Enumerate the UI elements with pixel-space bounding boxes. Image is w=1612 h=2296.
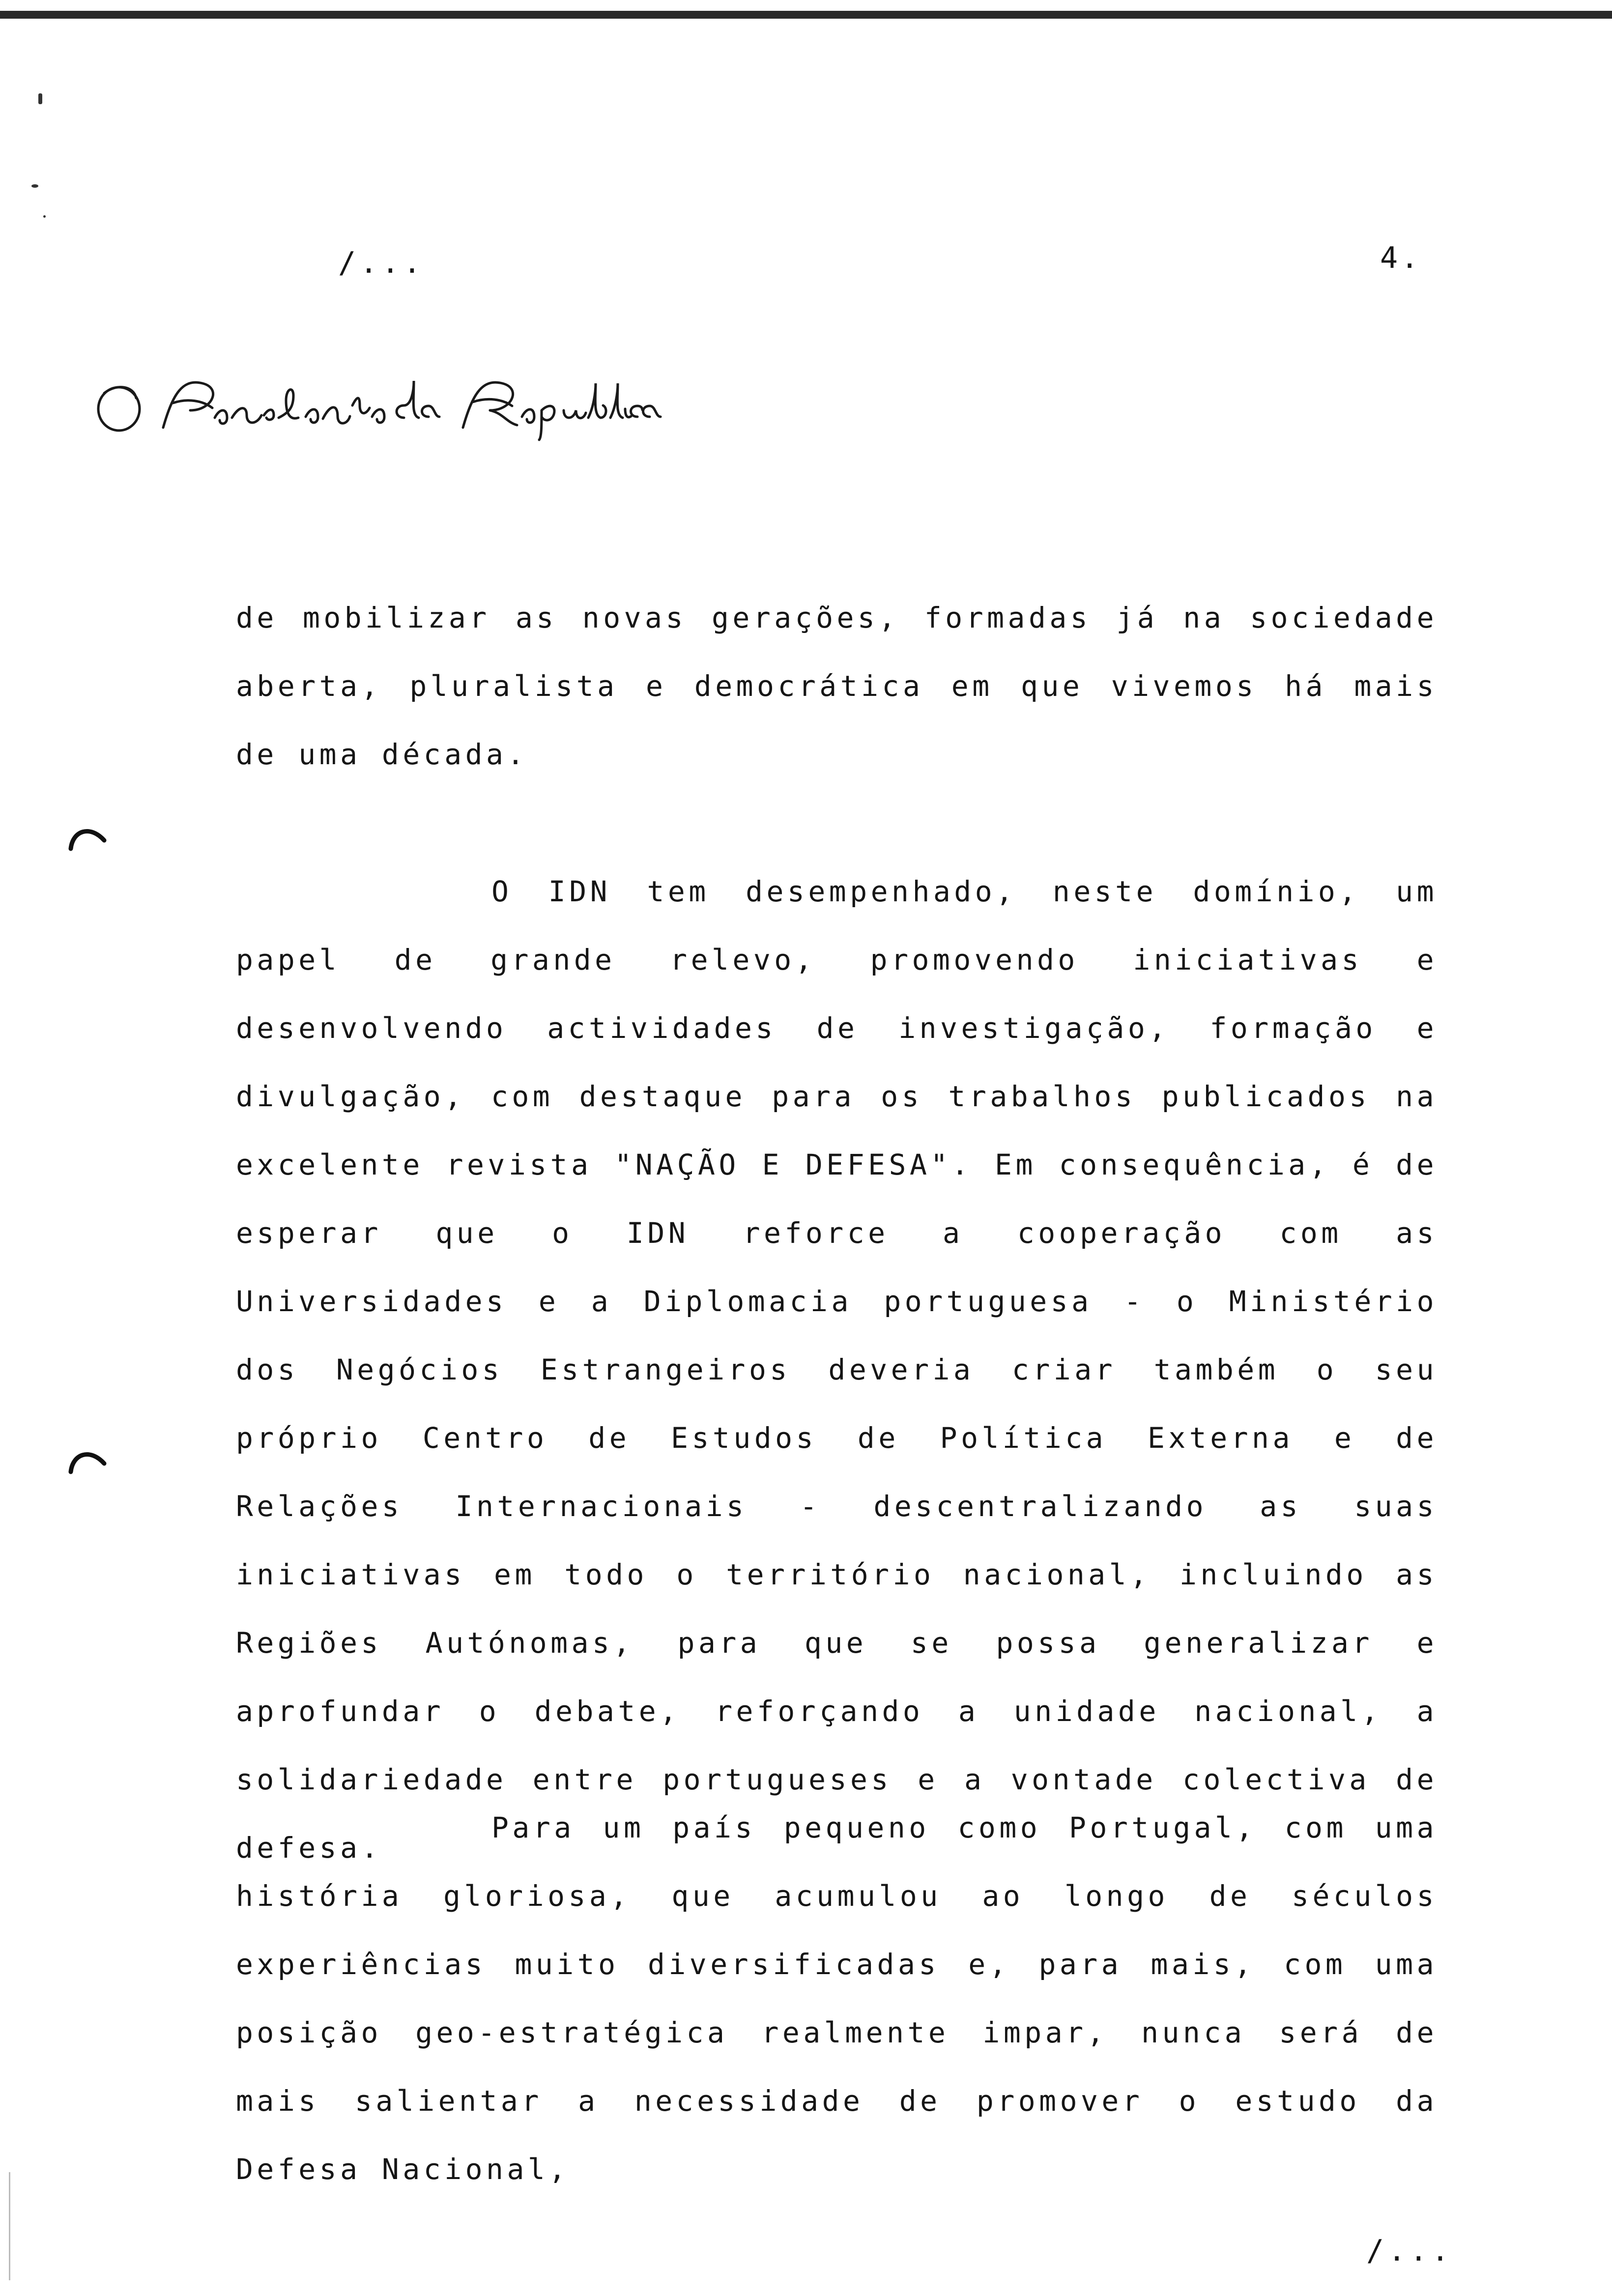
- scan-speck: [38, 93, 42, 104]
- scan-speck: [43, 215, 46, 218]
- paragraph-text: de mobilizar as novas gerações, formadas já na sociedade aberta, pluralista e democrática em que vivemos há mais de uma década.: [236, 601, 1438, 771]
- continuation-mark-top: /...: [338, 246, 425, 280]
- margin-bracket-mark: [68, 822, 107, 851]
- scan-speck: [31, 184, 38, 188]
- scan-edge-line: [9, 2172, 10, 2280]
- paragraph-text: O IDN tem desempenhado, neste domínio, um papel de grande relevo, promovendo iniciativas e desenvolvendo actividades de investigação, formação e divulgação, com destaque para os trabalhos publicados na excelente revista "NAÇÃO E DEFESA". Em consequência, é de esperar que o IDN reforce a cooperação com as Universidades e a Diplomacia portuguesa - o Ministério dos Negócios Estrangeiros deveria criar também o seu próprio Centro de Estudos de Política Externa e de Relações Internacionais - descentralizando as suas iniciativas em todo o território nacional, incluindo as Regiões Autónomas, para que se possa generalizar e aprofundar o debate, reforçando a unidade nacional, a solidariedade entre portugueses e a vontade colectiva de defesa.: [236, 875, 1438, 1865]
- margin-bracket-mark: [68, 1445, 107, 1474]
- letterhead-signature: [89, 364, 669, 442]
- continuation-mark-bottom: /...: [1366, 2234, 1453, 2268]
- paragraph-text: Para um país pequeno como Portugal, com uma história gloriosa, que acumulou ao longo de séculos experiências muito diversificadas e, para mais, com uma posição geo-estratégica realmente impar, nunca será de mais salientar a necessidade de promover o estudo da Defesa Nacional,: [236, 1811, 1438, 2186]
- body-paragraph-1: [236, 584, 1438, 789]
- body-paragraph-2: [236, 858, 1438, 1882]
- page-number: 4.: [1380, 241, 1422, 275]
- body-paragraph-3: [236, 1794, 1438, 2204]
- scan-top-border: [0, 11, 1612, 19]
